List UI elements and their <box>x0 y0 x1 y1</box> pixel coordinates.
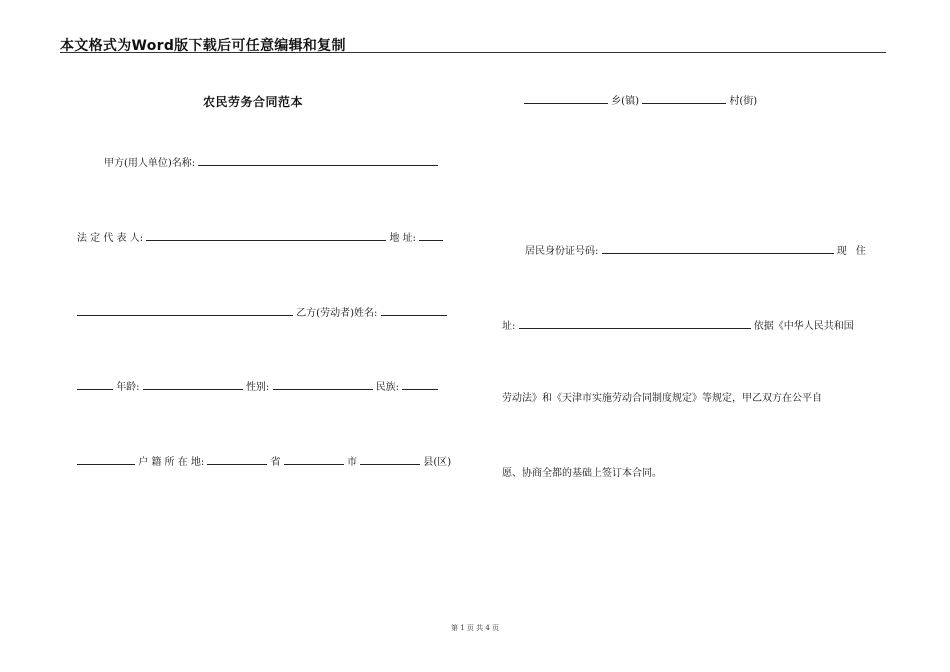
township-line <box>524 93 757 109</box>
id-number-field[interactable] <box>602 243 834 254</box>
county-field[interactable] <box>360 454 420 465</box>
address-field-cont[interactable] <box>77 305 293 316</box>
legal-rep-field[interactable] <box>146 230 386 241</box>
county-label: 县(区) <box>423 457 452 468</box>
page-header <box>60 34 886 53</box>
employer-field[interactable] <box>198 155 438 166</box>
address-field[interactable] <box>419 230 443 241</box>
village-label: 村(街) <box>729 96 758 107</box>
city-label: 市 <box>347 457 358 468</box>
party-b-name-field[interactable] <box>381 305 447 316</box>
agreement-line <box>502 467 662 481</box>
id-label: 居民身份证号码: <box>525 246 599 257</box>
addr-label: 址: <box>502 321 516 332</box>
header-banner: 本文格式为Word版下载后可任意编辑和复制 <box>60 38 346 54</box>
ethnicity-label: 民族: <box>375 382 400 393</box>
current-address-field[interactable] <box>519 318 751 329</box>
document-title: 农民劳务合同范本 <box>203 95 304 109</box>
law-line <box>502 392 822 406</box>
employer-label: 甲方(用人单位)名称: <box>104 158 196 169</box>
personal-info-line <box>77 379 438 395</box>
current-address-line <box>502 318 854 334</box>
page-footer: 第 1 页 共 4 页 <box>450 624 500 632</box>
employer-line <box>104 155 438 171</box>
address-label: 地 址: <box>389 233 417 244</box>
province-label: 省 <box>270 457 281 468</box>
ethnicity-field[interactable] <box>402 379 438 390</box>
current-address-label: 现 住 <box>836 246 869 257</box>
basis-text: 依据《中华人民共和国 <box>753 321 854 332</box>
city-field[interactable] <box>284 454 344 465</box>
gender-label: 性别: <box>245 382 270 393</box>
hukou-label: 户 籍 所 在 地: <box>138 457 205 468</box>
age-label: 年龄: <box>116 382 140 393</box>
age-field[interactable] <box>143 379 243 390</box>
agreement-text: 愿、协商全都的基础上签订本合同。 <box>502 468 662 479</box>
name-field-cont[interactable] <box>77 379 113 390</box>
province-field[interactable] <box>207 454 267 465</box>
ethnicity-field-cont[interactable] <box>77 454 135 465</box>
township-field[interactable] <box>524 93 608 104</box>
party-b-line <box>77 305 447 321</box>
legal-rep-line <box>77 230 443 246</box>
hukou-line <box>77 454 451 470</box>
legal-rep-label: 法 定 代 表 人: <box>77 233 144 244</box>
gender-field[interactable] <box>273 379 373 390</box>
law-text: 劳动法》和《天津市实施劳动合同制度规定》等规定，甲乙双方在公平自 <box>502 393 822 404</box>
village-field[interactable] <box>642 93 726 104</box>
id-line <box>525 243 869 259</box>
party-b-label: 乙方(劳动者)姓名: <box>296 308 378 319</box>
township-label: 乡(镇) <box>611 96 639 107</box>
